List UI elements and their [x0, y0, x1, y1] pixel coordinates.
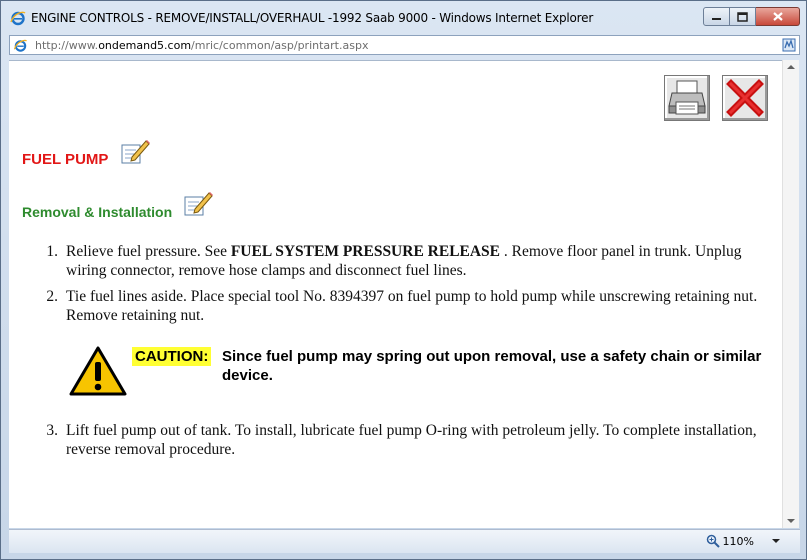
chevron-down-icon[interactable]	[772, 539, 780, 543]
article-heading: FUEL PUMP	[22, 151, 109, 168]
print-button[interactable]	[664, 75, 710, 121]
window-controls	[703, 7, 800, 27]
url-domain: ondemand5.com	[98, 39, 192, 52]
scroll-down-arrow-icon[interactable]	[787, 519, 795, 523]
cross-reference-link: FUEL SYSTEM PRESSURE RELEASE	[230, 243, 501, 260]
step-text-part: . Remove floor panel in trunk. Unplug wiring connector, remove hose clamps and disconnect fuel lines.	[66, 243, 742, 279]
step-text: Tie fuel lines aside. Place special tool No. 8394397 on fuel pump to hold pump while unscrewing retaining nut. Remove retaining nut.	[66, 288, 758, 324]
step-text	[66, 242, 766, 280]
url-prefix: http://www.	[35, 39, 99, 52]
address-bar[interactable]	[9, 35, 800, 55]
maximize-button[interactable]	[730, 7, 756, 26]
compatibility-view-icon[interactable]	[782, 38, 796, 52]
title-bar	[1, 1, 806, 33]
step-number: 3.	[46, 422, 58, 439]
close-article-button[interactable]	[722, 75, 768, 121]
red-x-icon	[723, 76, 767, 120]
close-icon	[772, 11, 784, 22]
ie-logo-icon	[10, 10, 26, 26]
section-subheading: Removal & Installation	[22, 204, 173, 220]
printer-icon	[665, 76, 709, 120]
step-text-part: Relieve fuel pressure. See	[66, 243, 231, 260]
warning-triangle-icon	[69, 346, 127, 396]
step-number: 2.	[46, 288, 58, 305]
caution-label: CAUTION:	[132, 347, 211, 366]
zoom-level: 110%	[722, 534, 754, 548]
step-number: 1.	[46, 243, 58, 260]
magnifier-icon	[706, 534, 720, 548]
scroll-up-arrow-icon[interactable]	[787, 65, 795, 69]
minimize-icon	[711, 13, 722, 21]
step-text: Lift fuel pump out of tank. To install, lubricate fuel pump O-ring with petroleum jelly. To complete installation, reverse removal procedure.	[66, 422, 757, 458]
url-path: /mric/common/asp/printart.aspx	[191, 39, 369, 52]
maximize-icon	[737, 12, 748, 22]
note-edit-icon[interactable]	[183, 190, 213, 218]
page-content	[9, 60, 782, 528]
close-window-button[interactable]	[756, 7, 800, 26]
caution-text: Since fuel pump may spring out upon removal, use a safety chain or similar device.	[222, 348, 762, 384]
minimize-button[interactable]	[703, 7, 730, 26]
zoom-control[interactable]	[706, 534, 780, 548]
url-text	[35, 39, 368, 52]
note-edit-icon[interactable]	[120, 138, 150, 166]
vertical-scrollbar[interactable]	[782, 60, 799, 528]
ie-page-icon	[13, 38, 28, 53]
window-title: ENGINE CONTROLS - REMOVE/INSTALL/OVERHAUL -1992 Saab 9000 - Windows Internet Explorer	[31, 11, 594, 25]
status-bar	[9, 529, 800, 553]
